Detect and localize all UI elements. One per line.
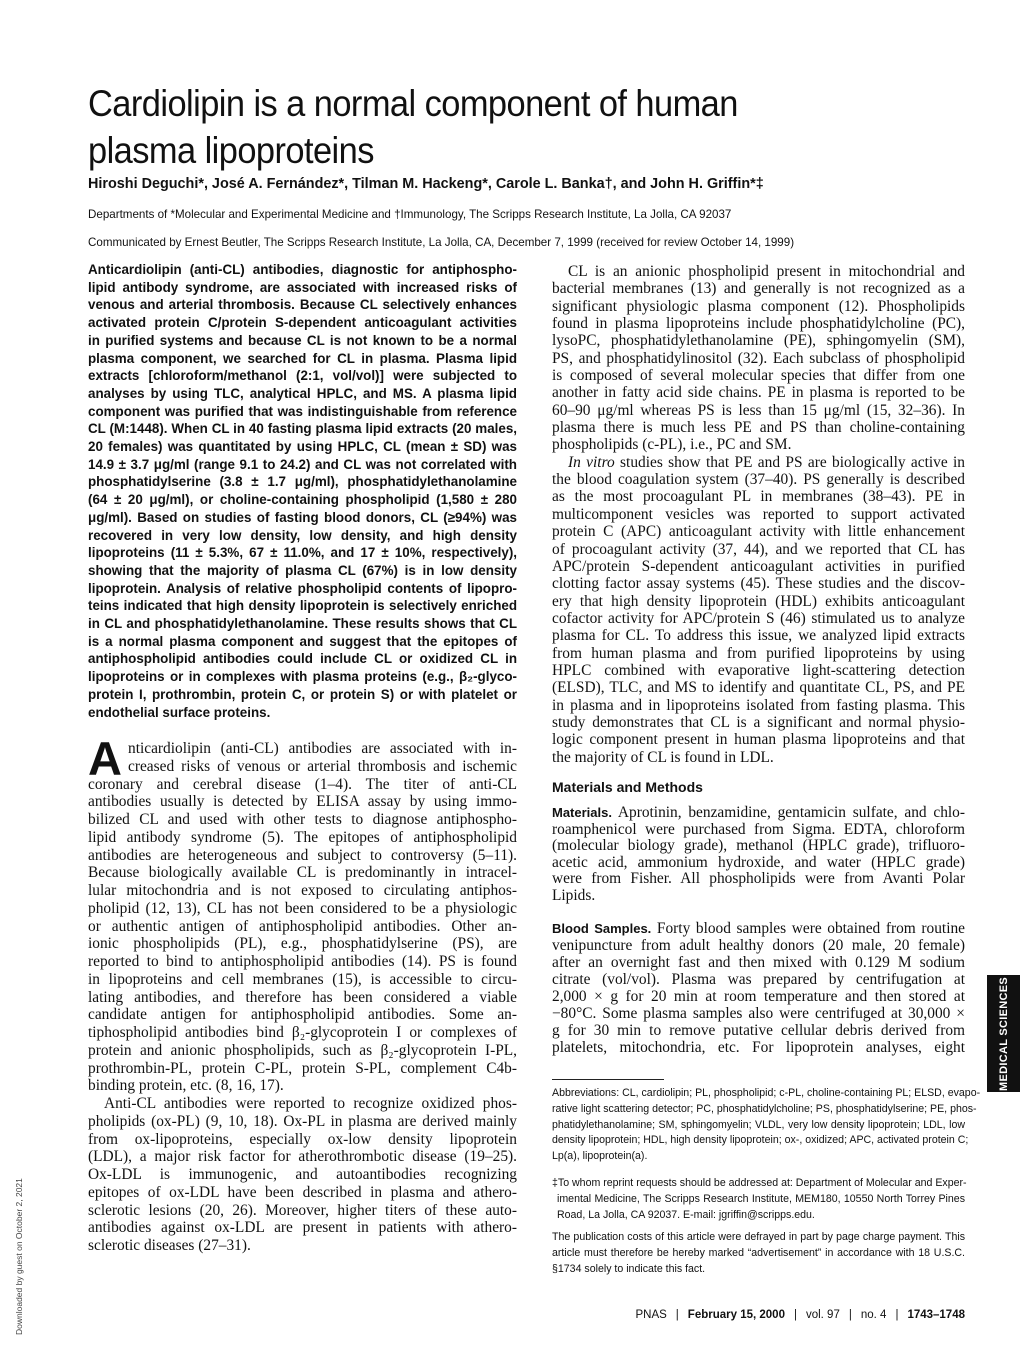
publication-costs-footnote [552, 1230, 965, 1277]
page-footer [635, 1309, 965, 1321]
text-line: plasma for CL. To address this issue, we analyzed lipid extracts [552, 627, 965, 645]
issue-number: no. 4 [860, 1309, 887, 1321]
text-line: (64 ± 20 μg/ml), or choline-containing phospholipid (1,580 ± 280 [88, 492, 517, 508]
footnote-text [552, 1230, 965, 1277]
text-line: venipuncture from adult healthy donors (20 male, 20 female) [552, 937, 965, 954]
text-line: another in fatty acid side chains. PE in plasma is reported to be [552, 384, 965, 402]
footnote-divider [552, 1079, 664, 1080]
text-line: APC/protein S-dependent anticoagulant activities in purified [552, 557, 965, 575]
text-line: Lp(a), lipoprotein(a). [552, 1150, 648, 1163]
text-line: μg/ml). Based on studies of fasting blood donors, CL (≥94%) was [88, 509, 517, 525]
text-line: in lipoproteins and cell membranes (15), is accessible to circu- [88, 970, 517, 988]
text-line: in CL and phosphatidylethanolamine. These results shows that CL [88, 616, 517, 632]
text-line: candidate antigen for antiphospholipid antibodies. Some an- [88, 1006, 517, 1024]
text-line: recovered in very low density, low density, and high density [88, 527, 517, 543]
text-line: (ELSD), TLC, and MS to identify and quantitate CL, PS, and PE [552, 679, 965, 697]
body-paragraph [88, 732, 517, 1095]
text-line: is composed of several molecular species that differ from one [552, 367, 965, 385]
text-line: protein and anionic phospholipids, such as β₂-glycoprotein I-PL, [88, 1041, 517, 1059]
text-line: clotting factor assay systems (45). These studies and the discov- [552, 575, 965, 593]
text-line: phospholipids (c-PL), i.e., PC and SM. [552, 436, 792, 454]
text-line: activated protein C/protein S-dependent anticoagulant activities [88, 315, 517, 331]
text-line: protein C (APC) anticoagulant activity with little enhancement [552, 523, 965, 541]
text-run: Forty blood samples were obtained from routine [651, 920, 965, 937]
intro-right-column [552, 263, 965, 766]
text-line: creased risks of venous or arterial thrombosis and ischemic [128, 757, 517, 775]
text-line: sclerotic diseases (27–31). [88, 1237, 251, 1254]
text-line: coronary and cerebral disease (1–4). The titer of anti-CL [88, 775, 517, 793]
text-line: endothelial surface proteins. [88, 704, 271, 720]
section-heading: Materials and Methods [552, 779, 703, 795]
body-paragraph [88, 1095, 517, 1255]
text-line: antiphospholipid antibodies could include CL or oxidized CL in [88, 651, 517, 667]
text-line: CL (M:1448). When CL in 40 fasting plasma lipid extracts (20 males, [88, 421, 517, 437]
text-line: logic component present in human plasma lipoproteins and that [552, 731, 965, 749]
download-note: Downloaded by guest on October 2, 2021 [14, 1178, 24, 1335]
text-line: Anticardiolipin (anti-CL) antibodies, diagnostic for antiphospho- [88, 262, 517, 277]
text-line: lysoPC, phosphatidylethanolamine (PE), sphingomyelin (SM), [552, 332, 965, 350]
text-line: sclerotic lesions (20, 26). Moreover, higher titers of these auto- [88, 1201, 517, 1219]
body-paragraph [552, 805, 965, 905]
abstract-paragraph [88, 261, 517, 721]
body-paragraph [552, 920, 965, 1056]
text-line: HPLC combined with evaporative light-scattering detection [552, 661, 965, 679]
text-line: ‡To whom reprint requests should be addressed at: Department of Molecular and Exper- [552, 1177, 967, 1189]
text-line: binding protein, etc. (8, 16, 17). [88, 1077, 284, 1095]
text-line: phosphatidylserine (3.8 ± 1.7 μg/ml), phosphatidylethanolamine [88, 474, 517, 490]
text-line: density lipoprotein; HDL, high density lipoprotein; ox-, oxidized; APC, activated protein C; [552, 1134, 969, 1147]
article-title [88, 80, 738, 174]
drop-cap: A [88, 732, 122, 785]
text-line: from ox-lipoproteins, especially ox-low density lipoprotein [88, 1130, 517, 1148]
separator: | [675, 1309, 679, 1321]
abstract [88, 261, 517, 721]
run-in-heading: Materials. [552, 805, 612, 820]
run-in-heading: Blood Samples. [552, 921, 652, 936]
text-line: imental Medicine, The Scripps Research Institute, MEM180, 10550 North Torrey Pines [557, 1192, 965, 1205]
text-line: extracts [chloroform/methanol (2:1, vol/vol)] were subjected to [88, 368, 517, 384]
communicated-by: Communicated by Ernest Beutler, The Scripps Research Institute, La Jolla, CA, December 7, 1999 (received for review October 14, 1999) [88, 236, 795, 249]
text-line: Lipids. [552, 886, 596, 904]
text-line: were from Fisher. All phospholipids were from Avanti Polar [552, 870, 965, 888]
text-line: pholipid (12, 13), CL has not been considered to be a physiologic [88, 899, 517, 917]
text-line: or authentic antigen of antiphospholipid antibodies. Other an- [88, 917, 517, 935]
text-line: The publication costs of this article were defrayed in part by page charge payment. This [552, 1231, 965, 1243]
text-run: studies show that PE and PS are biologically active in [614, 453, 965, 471]
text-line: 14.9 ± 3.7 μg/ml (range 9.1 to 24.2) and CL was not correlated with [88, 456, 517, 472]
text-line: article must therefore be hereby marked “advertisement” in accordance with 18 U.S.C. [552, 1246, 965, 1259]
separator: | [793, 1309, 797, 1321]
text-run: Aprotinin, benzamidine, gentamicin sulfate, and chlo- [611, 804, 965, 821]
text-line: 20 females) was quantitated by using HPLC, CL (mean ± SD) was [88, 439, 517, 455]
text-line: venous and arterial thrombosis. Because CL selectively enhances [88, 297, 517, 313]
text-line: lipoproteins (11 ± 5.3%, 67 ± 11.0%, and 17 ± 10%, respectively), [88, 545, 517, 561]
body-paragraph [552, 454, 965, 766]
text-line: roamphenicol were purchased from Sigma. EDTA, chloroform [552, 820, 965, 838]
text-line: significant physiologic plasma component (12). Phospholipids [552, 297, 965, 315]
text-line: lipoproteins or in complexes with plasma proteins (e.g., β₂-glyco- [88, 669, 517, 685]
run-in-heading: In vitro [568, 453, 615, 471]
separator: | [895, 1309, 899, 1321]
text-line: ionic phospholipids (PL), e.g., phosphatidylserine (PS), are [88, 935, 517, 953]
text-line: multicomponent vesicles was reported to support activated [552, 505, 965, 523]
text-line: lipid antibody syndrome (5). The epitopes of antiphospholipid [88, 828, 517, 846]
text-line [552, 805, 965, 822]
volume: vol. 97 [805, 1309, 840, 1321]
text-line: is a normal plasma component and suggest that the epitopes of [88, 633, 517, 649]
text-line: Abbreviations: CL, cardiolipin; PL, phospholipid; c-PL, choline-containing PL; ELSD, evapo- [552, 1087, 981, 1099]
text-line: found in plasma lipoproteins include phosphatidylcholine (PC), [552, 315, 965, 333]
title-line: plasma lipoproteins [88, 130, 374, 171]
title-line: Cardiolipin is a normal component of human [88, 83, 738, 124]
text-line: pholipids (ox-PL) (9, 10, 18). Ox-PL in plasma are derived mainly [88, 1112, 517, 1130]
text-line: PS, and phosphatidylinositol (32). Each subclass of phospholipid [552, 349, 965, 367]
intro-left-column [88, 732, 517, 1255]
text-line: nticardiolipin (anti-CL) antibodies are associated with in- [128, 740, 517, 757]
journal-name: PNAS [635, 1309, 667, 1321]
text-line: (LDL), a major risk factor for atherothrombotic disease (19–25). [88, 1148, 517, 1166]
text-line [552, 454, 965, 471]
text-line: citrate (vol/vol). Plasma was prepared by centrifugation at [552, 971, 965, 988]
text-line: the majority of CL is found in LDL. [552, 748, 774, 766]
text-line: of procoagulant activity (37, 44), and we reported that CL has [552, 540, 965, 558]
text-line: cofactor activity for APC/protein S (46) stimulated us to analyze [552, 609, 965, 627]
text-line: lating antibodies, and therefore has been considered a viable [88, 988, 517, 1006]
text-line: Because biologically available CL is predominantly in intracel- [88, 864, 517, 882]
text-line: in plasma and in lipoproteins isolated from fasting plasma. This [552, 696, 965, 714]
text-line: plasma component, we searched for CL in plasma. Plasma lipid [88, 350, 517, 366]
text-line: acetic acid, ammonium hydroxide, and water (HPLC grade) [552, 853, 965, 871]
text-line: showing that the majority of plasma CL (67%) is in low density [88, 562, 517, 578]
text-line: phatidylethanolamine; SM, sphingomyelin; VLDL, very low density lipoprotein; LDL, low [552, 1118, 965, 1131]
blood-samples-paragraph [552, 920, 965, 1056]
section-tab-label: MEDICAL SCIENCES [997, 976, 1010, 1091]
abbreviations-footnote [552, 1086, 981, 1165]
issue-date: February 15, 2000 [687, 1309, 785, 1321]
text-line: tiphospholipid antibodies bind β₂-glycoprotein I or complexes of [88, 1024, 517, 1041]
text-line: as the most procoagulant PL in membranes (38–43). PE in [552, 488, 965, 506]
text-line: analyses by using TLC, analytical HPLC, and MS. A plasma lipid [88, 385, 517, 401]
footnote-text [552, 1176, 965, 1223]
affiliations: Departments of *Molecular and Experimental Medicine and †Immunology, The Scripps Research Institute, La Jolla, CA 92037 [88, 208, 732, 221]
text-line: bacterial membranes (13) and generally is not recognized as a [552, 280, 965, 298]
text-line: lipoprotein. Analysis of relative phospholipid contents of lipopro- [88, 580, 517, 596]
text-line: §1734 solely to indicate this fact. [552, 1262, 706, 1275]
text-line: from human plasma and from purified lipoproteins by using [552, 644, 965, 662]
footnote-text [552, 1086, 981, 1165]
text-line: teins indicated that high density lipoprotein is selectively enriched [88, 598, 517, 614]
text-line: Anti-CL antibodies were reported to recognize oxidized phos- [104, 1095, 517, 1112]
text-line: CL is an anionic phospholipid present in mitochondrial and [568, 263, 965, 280]
text-line [552, 920, 965, 937]
text-line: (molecular biology grade), methanol (HPLC grade), trifluoro- [552, 837, 965, 855]
text-line: protein I, prothrombin, protein C, or protein S) or with platelet or [88, 686, 517, 702]
section-tab [987, 975, 1020, 1092]
text-line: antibodies are heterogeneous and subject to controversy (5–11). [88, 846, 517, 864]
separator: | [848, 1309, 852, 1321]
text-line: platelets, mitochondria, etc. For lipoprotein analyses, eight [552, 1039, 965, 1056]
text-line: lular mitochondria and is not exposed to circulating antiphos- [88, 882, 517, 899]
text-line: study demonstrates that CL is a significant and normal physio- [552, 713, 965, 731]
text-line: lipid antibody syndrome, are associated with increased risks of [88, 279, 517, 295]
text-line: 2,000 × g for 20 min at room temperature and then stored at [552, 988, 965, 1005]
text-line: 60–90 μg/ml whereas PS is less than 15 μg/ml (15, 32–36). In [552, 401, 965, 419]
text-line: epitopes of ox-LDL have been described in plasma and athero- [88, 1183, 517, 1201]
reprint-footnote [552, 1176, 965, 1223]
materials-paragraph [552, 805, 965, 905]
author-list: Hiroshi Deguchi*, José A. Fernández*, Tilman M. Hackeng*, Carole L. Banka†, and John H. Griffin*‡ [88, 176, 764, 192]
body-paragraph [552, 263, 965, 454]
text-line: component was purified that was indistinguishable from reference [88, 403, 517, 419]
text-line: bilized CL and used with other tests to diagnose antiphospho- [88, 811, 517, 828]
text-line: ery that high density lipoprotein (HDL) exhibits anticoagulant [552, 592, 965, 610]
page-range: 1743–1748 [907, 1309, 965, 1321]
text-line: −80°C. Some plasma samples also were centrifuged at 30,000 × [552, 1005, 965, 1022]
text-line: g for 30 min to remove putative cellular debris derived from [552, 1022, 965, 1039]
text-line: Ox-LDL is immunogenic, and autoantibodies recognizing [88, 1166, 517, 1183]
text-line: antibodies against ox-LDL are present in patients with athero- [88, 1219, 517, 1237]
text-line: reported to bind to antiphospholipid antibodies (14). PS is found [88, 953, 517, 970]
text-line: plasma there is much less PE and PS than choline-containing [552, 419, 965, 437]
text-line: antibodies usually is detected by ELISA assay by using immo- [88, 793, 517, 811]
text-line: Road, La Jolla, CA 92037. E-mail: jgriffin@scripps.edu. [557, 1208, 815, 1221]
text-line: rative light scattering detector; PC, phosphatidylcholine; PS, phosphatidylserine; PE, phos- [552, 1102, 977, 1115]
text-line: in purified systems and because CL is not known to be a normal [88, 332, 517, 348]
text-line: prothrombin-PL, protein C-PL, protein S-PL, complement C4b- [88, 1059, 517, 1077]
text-line: the blood coagulation system (37–40). PS generally is described [552, 471, 965, 489]
text-line: after an overnight fast and then mixed with 0.129 M sodium [552, 954, 965, 971]
